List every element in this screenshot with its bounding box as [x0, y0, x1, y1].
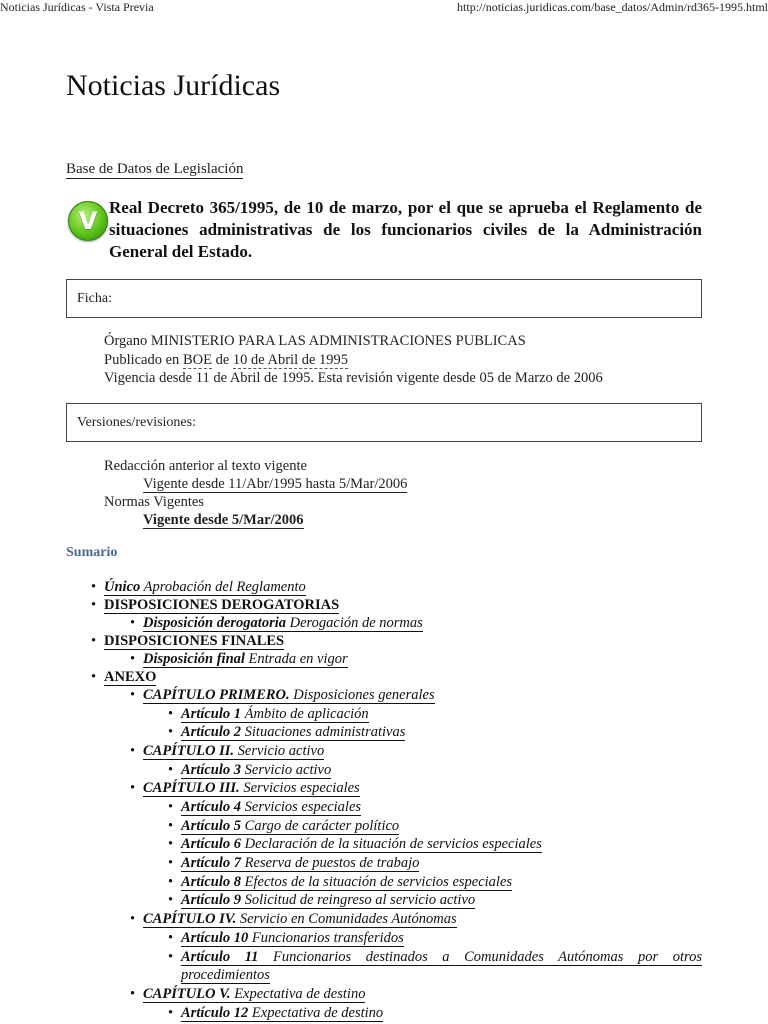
- toc-link[interactable]: CAPÍTULO IV. Servicio en Comunidades Autónomas: [143, 911, 457, 927]
- de-text: de: [215, 352, 230, 368]
- toc-link[interactable]: Artículo 8 Efectos de la situación de servicios especiales: [181, 874, 513, 890]
- previous-version-link[interactable]: Vigente desde 11/Abr/1995 hasta 5/Mar/2006: [143, 476, 408, 492]
- toc-link[interactable]: Artículo 5 Cargo de carácter político: [181, 818, 400, 834]
- document-title: Real Decreto 365/1995, de 10 de marzo, por el que se aprueba el Reglamento de situaciones administrativas de los funcionarios civiles de la Administración General del Estado.: [109, 198, 702, 261]
- database-link[interactable]: Base de Datos de Legislación: [66, 161, 244, 177]
- toc-item: [181, 1004, 383, 1022]
- toc-item: [143, 779, 360, 797]
- boe-link[interactable]: BOE: [182, 352, 212, 368]
- vigencia-line: Vigencia desde 11 de Abril de 1995. Esta revisión vigente desde 05 de Marzo de 2006: [104, 370, 603, 386]
- toc-item: [181, 817, 399, 835]
- toc-item: [181, 854, 419, 872]
- toc-item: [143, 742, 324, 760]
- anterior-version-row: [143, 475, 407, 493]
- toc-link[interactable]: Artículo 1 Ámbito de aplicación: [181, 706, 369, 722]
- toc-item: [143, 650, 348, 668]
- toc-link[interactable]: CAPÍTULO PRIMERO. Disposiciones generales: [143, 687, 435, 703]
- current-version-row: [143, 511, 304, 529]
- toc-link[interactable]: ANEXO: [104, 669, 157, 685]
- print-preview-title: Noticias Jurídicas - Vista Previa: [0, 0, 154, 14]
- anterior-label: Redacción anterior al texto vigente: [104, 458, 307, 474]
- versiones-section-header: [66, 403, 702, 442]
- toc-item: [181, 948, 702, 984]
- toc-link[interactable]: Artículo 10 Funcionarios transferidos: [181, 930, 404, 946]
- publicado-line: [104, 351, 348, 369]
- toc-link[interactable]: Único Aprobación del Reglamento: [104, 579, 306, 595]
- current-version-link[interactable]: Vigente desde 5/Mar/2006: [143, 512, 304, 528]
- site-title: Noticias Jurídicas: [66, 69, 281, 102]
- toc-item: [181, 761, 331, 779]
- toc-item: [181, 835, 542, 853]
- sumario-heading: Sumario: [66, 545, 118, 560]
- toc-item: [181, 873, 512, 891]
- toc-item: [181, 705, 369, 723]
- toc-link[interactable]: CAPÍTULO III. Servicios especiales: [143, 780, 360, 796]
- toc-link[interactable]: Artículo 7 Reserva de puestos de trabajo: [181, 855, 420, 871]
- versiones-label: Versiones/revisiones:: [77, 415, 196, 430]
- ficha-section-header: [66, 279, 702, 318]
- vigente-check-icon: V: [68, 201, 108, 241]
- organo-label: Órgano: [104, 333, 148, 349]
- page-url: http://noticias.juridicas.com/base_datos/Admin/rd365-1995.html: [457, 0, 768, 14]
- organo-line: [104, 332, 526, 350]
- publicado-label: Publicado en: [104, 352, 180, 368]
- toc-item: [143, 686, 435, 704]
- toc-item: [104, 668, 156, 686]
- publication-date-link[interactable]: 10 de Abril de 1995: [232, 352, 349, 368]
- toc-item: [143, 614, 423, 632]
- toc-link[interactable]: Artículo 12 Expectativa de destino: [181, 1005, 384, 1021]
- ficha-label: Ficha:: [77, 291, 112, 306]
- toc-item: [104, 632, 284, 650]
- toc-link[interactable]: DISPOSICIONES FINALES: [104, 633, 285, 649]
- toc-item: [181, 723, 405, 741]
- toc-item: [143, 985, 365, 1003]
- vigentes-label: Normas Vigentes: [104, 494, 204, 510]
- toc-link[interactable]: DISPOSICIONES DEROGATORIAS: [104, 597, 340, 613]
- toc-item: [181, 929, 404, 947]
- browser-header: [0, 0, 768, 14]
- toc-link[interactable]: Artículo 6 Declaración de la situación de servicios especiales: [181, 836, 542, 852]
- toc-item: [104, 596, 339, 614]
- toc-item: [143, 910, 457, 928]
- toc-link[interactable]: Artículo 4 Servicios especiales: [181, 799, 362, 815]
- toc-item: [181, 798, 361, 816]
- organo-value: MINISTERIO PARA LAS ADMINISTRACIONES PUBLICAS: [150, 333, 526, 349]
- toc-link[interactable]: Artículo 3 Servicio activo: [181, 762, 332, 778]
- toc-link[interactable]: Disposición derogatoria Derogación de normas: [143, 615, 423, 631]
- toc-link[interactable]: Artículo 9 Solicitud de reingreso al servicio activo: [181, 892, 476, 908]
- toc-link[interactable]: CAPÍTULO II. Servicio activo: [143, 743, 325, 759]
- toc-link[interactable]: CAPÍTULO V. Expectativa de destino: [143, 986, 366, 1002]
- toc-item: [104, 578, 306, 596]
- toc-link[interactable]: Disposición final Entrada en vigor: [143, 651, 348, 667]
- toc-link[interactable]: Artículo 11 Funcionarios destinados a Comunidades Autónomas por otros procedimientos: [181, 949, 702, 983]
- toc-item: [181, 891, 475, 909]
- toc-link[interactable]: Artículo 2 Situaciones administrativas: [181, 724, 406, 740]
